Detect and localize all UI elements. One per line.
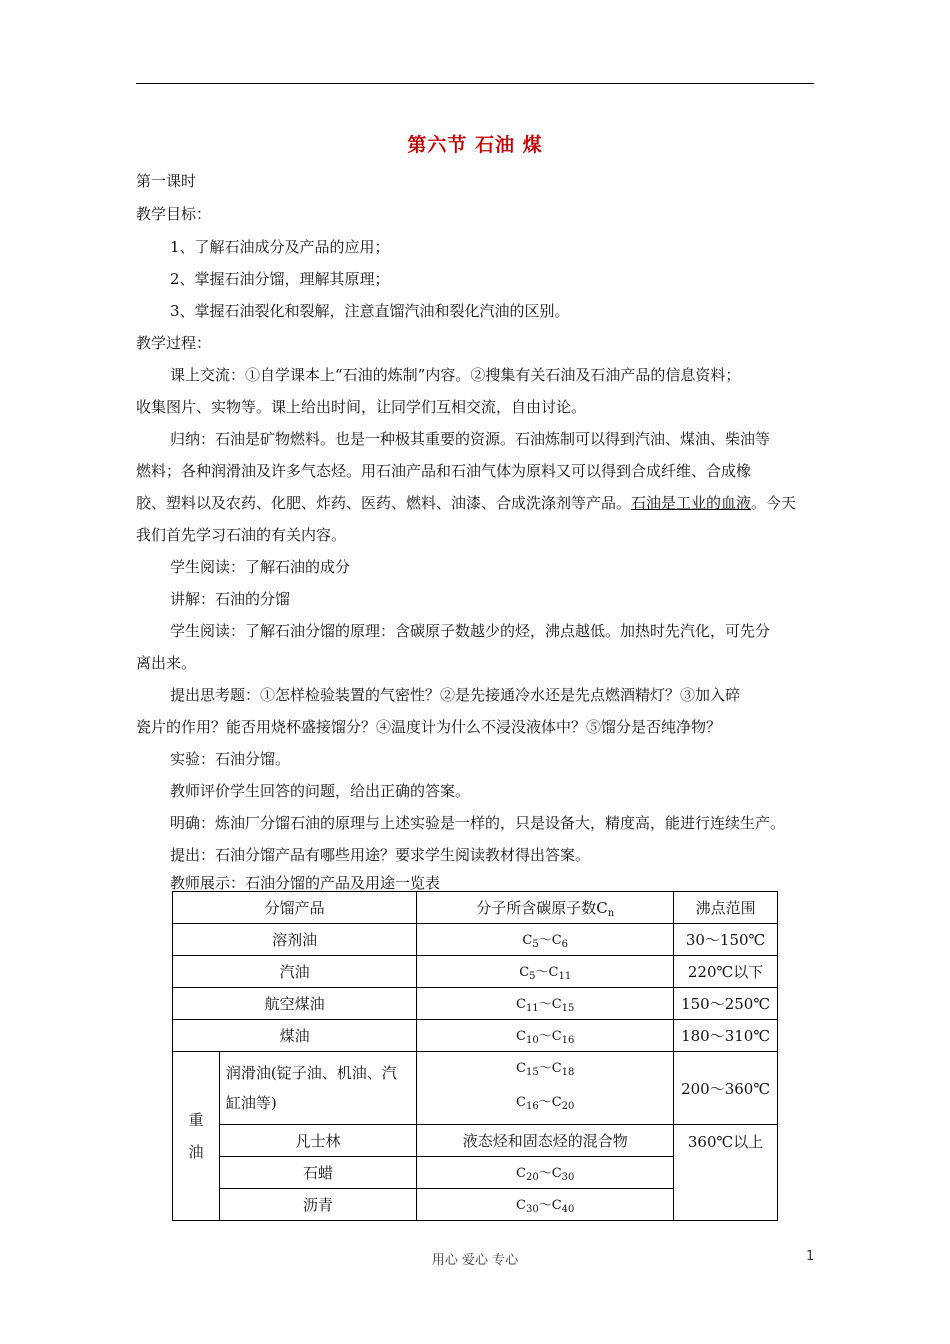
range-sep: ～: [538, 1029, 552, 1044]
paragraph-line: 教师展示：石油分馏的产品及用途一览表: [170, 874, 441, 892]
carbon-sub: 6: [561, 939, 569, 950]
range-sep: ～: [535, 965, 549, 980]
carbon-range-cell: [417, 956, 674, 988]
product-cell: 凡士林: [219, 1125, 416, 1157]
carbon-sub: 11: [525, 1003, 539, 1014]
product-cell: 溶剂油: [173, 924, 417, 956]
header-product: 分馏产品: [173, 892, 417, 924]
process-heading: 教学过程：: [136, 334, 212, 352]
objectives-heading: 教学目标：: [136, 205, 212, 223]
header-carbon-sub: n: [607, 907, 615, 919]
boiling-cell: 150～250℃: [674, 988, 778, 1020]
table-row: [173, 988, 778, 1020]
paragraph-line: 讲解：石油的分馏: [170, 590, 291, 608]
header-carbon-text: 分子所含碳原子数C: [476, 898, 608, 917]
carbon-sub: 16: [525, 1101, 539, 1112]
c-letter: C: [548, 965, 559, 980]
c-letter: C: [519, 965, 530, 980]
paragraph-line: 学生阅读：了解石油分馏的原理：含碳原子数越少的烃，沸点越低。加热时先汽化，可先分: [170, 622, 771, 640]
heavy-oil-cell: [173, 1052, 220, 1221]
carbon-sub: 5: [529, 971, 536, 982]
carbon-sub: 11: [558, 971, 572, 982]
paragraph-line: 提出：石油分馏产品有哪些用途？要求学生阅读教材得出答案。: [170, 846, 591, 864]
header-carbon: [417, 892, 674, 924]
product-cell: 航空煤油: [173, 988, 417, 1020]
fraction-products-table: [172, 891, 778, 1221]
carbon-sub: 15: [561, 1003, 575, 1014]
lesson-label: 第一课时: [136, 172, 197, 190]
paragraph-line: 归纳：石油是矿物燃料。也是一种极其重要的资源。石油炼制可以得到汽油、煤油、柴油等: [170, 430, 771, 448]
c-letter: C: [516, 1095, 526, 1110]
boiling-cell: 180～310℃: [674, 1020, 778, 1052]
carbon-sub: 30: [525, 1204, 539, 1215]
paragraph-segment: 。今天: [751, 494, 797, 512]
table-header-row: [173, 892, 778, 924]
carbon-sub: 15: [525, 1067, 539, 1078]
paragraph-line: [136, 492, 796, 514]
table-row: [173, 1020, 778, 1052]
range-sep: ～: [538, 1166, 552, 1181]
carbon-range-cell: [417, 1052, 674, 1125]
range-sep: ～: [538, 997, 552, 1012]
c-letter: C: [516, 997, 526, 1012]
c-letter: C: [551, 1095, 562, 1110]
carbon-range-cell: [417, 988, 674, 1020]
carbon-range-cell: [417, 1189, 674, 1221]
paragraph-line: 离出来。: [136, 654, 197, 672]
paragraph-line: 教师评价学生回答的问题，给出正确的答案。: [170, 782, 471, 800]
objective-item: 1、了解石油成分及产品的应用；: [170, 238, 390, 256]
table-row: [173, 1125, 778, 1157]
c-letter: C: [551, 1061, 562, 1076]
carbon-sub: 20: [525, 1172, 539, 1183]
table-row: [173, 956, 778, 988]
heavy-oil-char: 重: [188, 1111, 204, 1129]
product-cell: 润滑油(锭子油、机油、汽缸油等): [219, 1052, 416, 1125]
carbon-sub: 40: [561, 1204, 575, 1215]
range-sep: ～: [538, 1061, 552, 1076]
paragraph-line: 明确：炼油厂分馏石油的原理与上述实验是一样的，只是设备大，精度高，能进行连续生产。: [170, 814, 786, 832]
paragraph-line: 提出思考题：①怎样检验装置的气密性？②是先接通冷水还是先点燃酒精灯？③加入碎: [170, 686, 741, 704]
product-cell: 汽油: [173, 956, 417, 988]
c-letter: C: [516, 1198, 526, 1213]
carbon-sub: 5: [532, 939, 539, 950]
footer-slogan: 用心 爱心 专心: [431, 1253, 519, 1268]
objective-item: 2、掌握石油分馏，理解其原理；: [170, 270, 390, 288]
emphasis-text: 石油是工业的血液: [631, 494, 752, 512]
c-letter: C: [516, 1061, 526, 1076]
carbon-range-cell: [417, 924, 674, 956]
range-sep: ～: [538, 933, 552, 948]
carbon-range-cell: 液态烃和固态烃的混合物: [417, 1125, 674, 1157]
page-title: 第六节 石油 煤: [407, 134, 543, 156]
c-letter: C: [516, 1029, 526, 1044]
carbon-range-cell: [417, 1020, 674, 1052]
c-letter: C: [522, 933, 533, 948]
carbon-sub: 30: [561, 1172, 575, 1183]
product-cell: 沥青: [219, 1189, 416, 1221]
c-letter: C: [516, 1166, 526, 1181]
table-row: [173, 1052, 778, 1125]
paragraph-line: 瓷片的作用？能否用烧杯盛接馏分？④温度计为什么不浸没液体中？⑤馏分是否纯净物？: [136, 718, 722, 736]
carbon-sub: 16: [561, 1035, 575, 1046]
objective-item: 3、掌握石油裂化和裂解，注意直馏汽油和裂化汽油的区别。: [170, 302, 570, 320]
c-letter: C: [551, 997, 562, 1012]
c-letter: C: [551, 933, 562, 948]
carbon-sub: 10: [525, 1035, 539, 1046]
paragraph-line: 我们首先学习石油的有关内容。: [136, 526, 347, 544]
paragraph-line: 实验：石油分馏。: [170, 750, 291, 768]
c-letter: C: [551, 1029, 562, 1044]
paragraph-segment: 胶、塑料以及农药、化肥、炸药、医药、燃料、油漆、合成洗涤剂等产品。: [136, 494, 632, 512]
boiling-cell: 200～360℃: [674, 1052, 778, 1125]
header-rule: [136, 83, 814, 84]
boiling-cell: 220℃以下: [674, 956, 778, 988]
boiling-cell: 360℃以上: [674, 1125, 778, 1221]
page-number: 1: [806, 1249, 815, 1264]
product-cell: 煤油: [173, 1020, 417, 1052]
heavy-oil-char: 油: [188, 1143, 204, 1161]
carbon-sub: 20: [561, 1101, 575, 1112]
paragraph-line: 学生阅读：了解石油的成分: [170, 558, 351, 576]
paragraph-line: 课上交流：①自学课本上“石油的炼制”内容。②搜集有关石油及石油产品的信息资料；: [170, 366, 741, 384]
range-sep: ～: [538, 1198, 552, 1213]
c-letter: C: [551, 1198, 562, 1213]
c-letter: C: [551, 1166, 562, 1181]
table-row: [173, 924, 778, 956]
boiling-cell: 30～150℃: [674, 924, 778, 956]
range-sep: ～: [538, 1095, 552, 1110]
product-cell: 石蜡: [219, 1157, 416, 1189]
carbon-sub: 18: [561, 1067, 575, 1078]
carbon-range-cell: [417, 1157, 674, 1189]
paragraph-line: 燃料；各种润滑油及许多气态烃。用石油产品和石油气体为原料又可以得到合成纤维、合成橡: [136, 462, 752, 480]
paragraph-line: 收集图片、实物等。课上给出时间，让同学们互相交流，自由讨论。: [136, 398, 587, 416]
header-boiling: 沸点范围: [674, 892, 778, 924]
